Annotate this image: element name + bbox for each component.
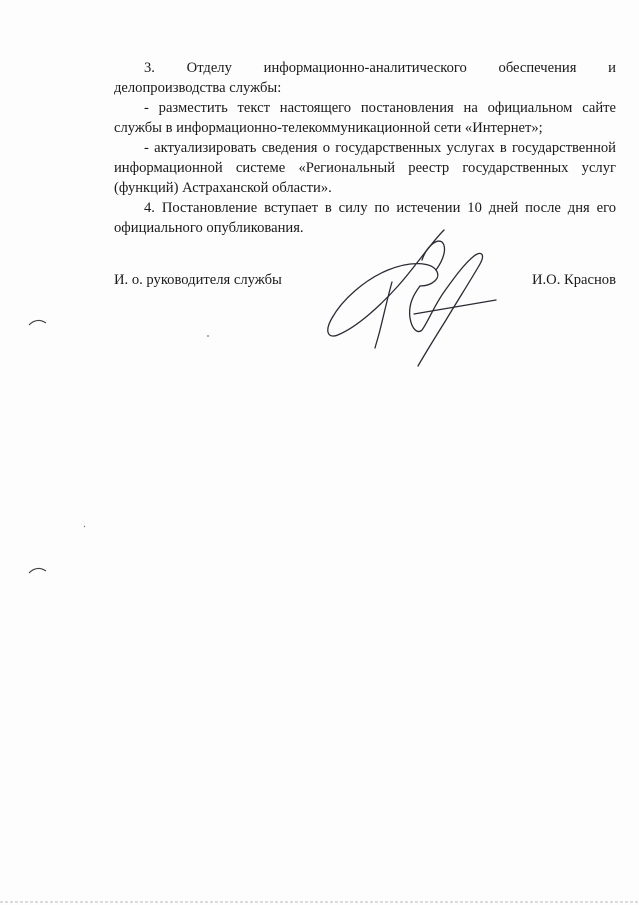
document-body	[114, 58, 616, 238]
signature-row	[114, 272, 616, 294]
scan-bottom-edge	[0, 901, 639, 903]
paragraph-item-3: 3. Отделу информационно-аналитического обеспечения и делопроизводства службы:	[114, 60, 616, 96]
paragraph-subitem-publish: - разместить текст настоящего постановления на официальном сайте службы в информационно-телекоммуникационной сети «Интернет»;	[114, 100, 616, 136]
handwritten-signature	[318, 226, 508, 376]
scan-speck	[83, 525, 86, 528]
signatory-title: И. о. руководителя службы	[114, 272, 282, 288]
paragraph-item-4: 4. Постановление вступает в силу по истечении 10 дней после дня его официального опубликования.	[114, 200, 616, 236]
punch-hole-mark-top	[28, 318, 48, 328]
punch-hole-mark-bottom	[28, 566, 48, 576]
paragraph-subitem-update-registry: - актуализировать сведения о государственных услугах в государственной информационной системе «Региональный реестр государственных услуг (функций) Астраханской области».	[114, 140, 616, 196]
scan-speck	[206, 334, 210, 338]
signatory-name: И.О. Краснов	[531, 272, 616, 288]
